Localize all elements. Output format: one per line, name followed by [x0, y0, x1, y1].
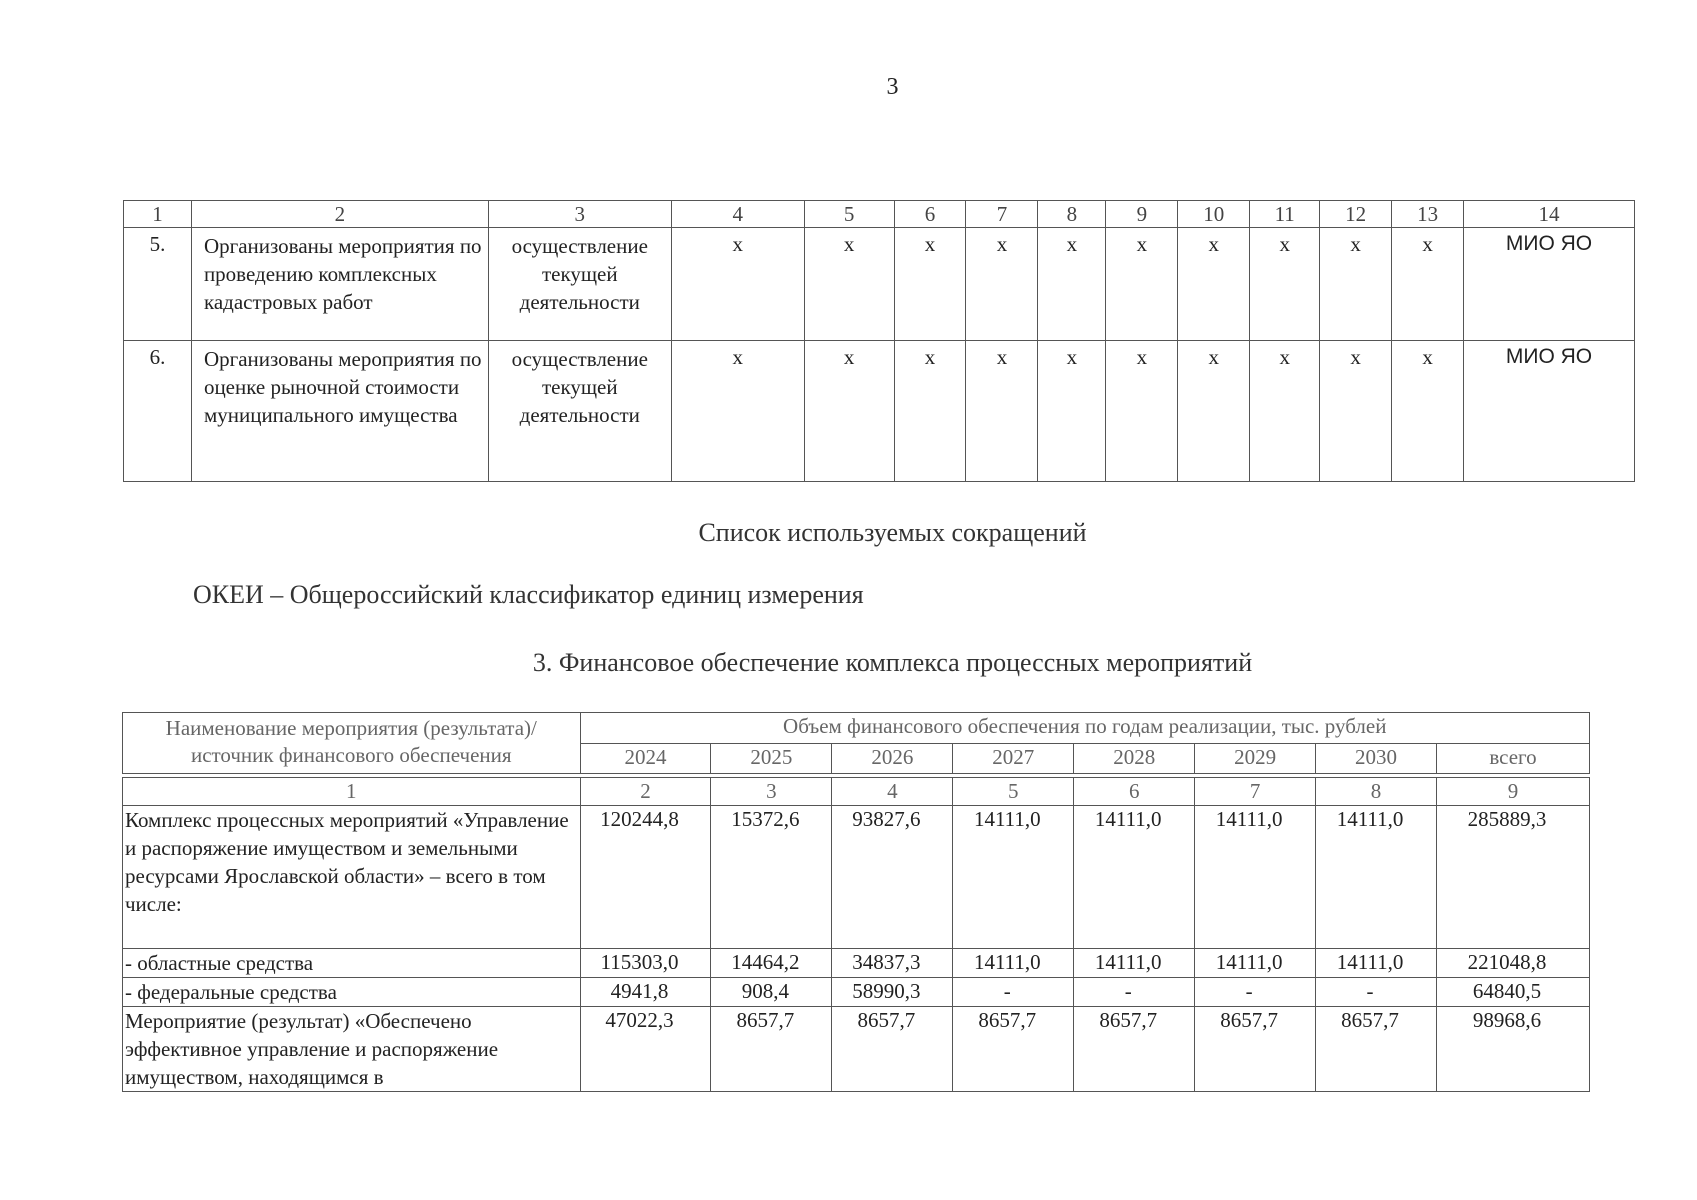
mark-cell: х	[1250, 228, 1320, 341]
col-number-2: 2	[580, 778, 711, 806]
table-row	[123, 949, 1590, 978]
row-number: 5.	[124, 228, 192, 341]
col-numbers-row	[123, 778, 1590, 806]
financing-table	[122, 712, 1590, 1092]
value-cell: 14111,0	[1195, 806, 1316, 949]
col-number-13: 13	[1392, 201, 1464, 228]
mark-cell: х	[1392, 228, 1464, 341]
value-cell: 47022,3	[580, 1007, 711, 1092]
year-header: 2025	[711, 744, 832, 774]
value-cell: 14111,0	[1074, 806, 1195, 949]
value-cell: 14464,2	[711, 949, 832, 978]
mark-cell: х	[1038, 341, 1106, 482]
value-cell: 14111,0	[953, 949, 1074, 978]
col-number-1: 1	[123, 778, 581, 806]
value-cell: 14111,0	[1316, 949, 1437, 978]
mark-cell: х	[671, 228, 804, 341]
value-cell: 221048,8	[1437, 949, 1590, 978]
table-row	[123, 806, 1590, 949]
total-header: всего	[1437, 744, 1590, 774]
value-cell: 58990,3	[832, 978, 953, 1007]
col-number-14: 14	[1464, 201, 1635, 228]
col-number-9: 9	[1106, 201, 1178, 228]
mark-cell: х	[1106, 341, 1178, 482]
volume-header: Объем финансового обеспечения по годам реализации, тыс. рублей	[580, 713, 1589, 744]
value-cell: 120244,8	[580, 806, 711, 949]
table-header-row	[124, 201, 1635, 228]
value-cell: 8657,7	[1074, 1007, 1195, 1092]
value-cell: -	[1316, 978, 1437, 1007]
year-header: 2026	[832, 744, 953, 774]
value-cell: 34837,3	[832, 949, 953, 978]
result-name: Организованы мероприятия по оценке рыночной стоимости муниципального имущества	[191, 341, 488, 482]
mark-cell: х	[894, 341, 966, 482]
mark-cell: х	[1038, 228, 1106, 341]
value-cell: 8657,7	[953, 1007, 1074, 1092]
table-row	[123, 1007, 1590, 1092]
result-basis: осуществление текущей деятельности	[488, 341, 671, 482]
mark-cell: х	[1392, 341, 1464, 482]
abbreviation-okei: ОКЕИ – Общероссийский классификатор единиц измерения	[193, 580, 864, 609]
col-number-7: 7	[1195, 778, 1316, 806]
mark-cell: х	[1178, 341, 1250, 482]
mark-cell: х	[966, 341, 1038, 482]
year-header: 2027	[953, 744, 1074, 774]
result-name: Организованы мероприятия по проведению комплексных кадастровых работ	[191, 228, 488, 341]
value-cell: 14111,0	[1316, 806, 1437, 949]
col-number-6: 6	[1074, 778, 1195, 806]
responsible-cell: МИО ЯО	[1464, 228, 1635, 341]
col-number-3: 3	[488, 201, 671, 228]
page-number: 3	[886, 74, 899, 100]
value-cell: 8657,7	[1195, 1007, 1316, 1092]
col-number-8: 8	[1038, 201, 1106, 228]
col-number-7: 7	[966, 201, 1038, 228]
value-cell: 14111,0	[953, 806, 1074, 949]
value-cell: 93827,6	[832, 806, 953, 949]
table-row	[123, 978, 1590, 1007]
year-header: 2024	[580, 744, 711, 774]
col-number-5: 5	[804, 201, 894, 228]
year-header: 2028	[1074, 744, 1195, 774]
value-cell: 115303,0	[580, 949, 711, 978]
responsible-cell: МИО ЯО	[1464, 341, 1635, 482]
col-number-11: 11	[1250, 201, 1320, 228]
value-cell: 15372,6	[711, 806, 832, 949]
year-header: 2030	[1316, 744, 1437, 774]
row-name: - областные средства	[123, 949, 581, 978]
value-cell: 8657,7	[711, 1007, 832, 1092]
col-number-2: 2	[191, 201, 488, 228]
result-basis: осуществление текущей деятельности	[488, 228, 671, 341]
col-number-1: 1	[124, 201, 192, 228]
value-cell: 908,4	[711, 978, 832, 1007]
value-cell: -	[1074, 978, 1195, 1007]
mark-cell: х	[894, 228, 966, 341]
abbreviations-title: Список используемых сокращений	[698, 518, 1087, 547]
value-cell: 14111,0	[1074, 949, 1195, 978]
col-number-9: 9	[1437, 778, 1590, 806]
mark-cell: х	[1106, 228, 1178, 341]
value-cell: -	[1195, 978, 1316, 1007]
value-cell: 8657,7	[832, 1007, 953, 1092]
value-cell: 285889,3	[1437, 806, 1590, 949]
col-number-12: 12	[1320, 201, 1392, 228]
col-number-3: 3	[711, 778, 832, 806]
results-table	[123, 200, 1635, 482]
mark-cell: х	[1320, 228, 1392, 341]
table-row	[124, 341, 1635, 482]
section-title: 3. Финансовое обеспечение комплекса процессных мероприятий	[532, 648, 1253, 677]
col-number-5: 5	[953, 778, 1074, 806]
col-number-10: 10	[1178, 201, 1250, 228]
value-cell: 98968,6	[1437, 1007, 1590, 1092]
row-name: Комплекс процессных мероприятий «Управление и распоряжение имуществом и земельными ресурсами Ярославской области» – всего в том числе:	[123, 806, 581, 949]
col-number-8: 8	[1316, 778, 1437, 806]
value-cell: 4941,8	[580, 978, 711, 1007]
mark-cell: х	[1178, 228, 1250, 341]
name-header: Наименование мероприятия (результата)/ источник финансового обеспечения	[123, 713, 581, 774]
row-number: 6.	[124, 341, 192, 482]
mark-cell: х	[804, 228, 894, 341]
value-cell: -	[953, 978, 1074, 1007]
value-cell: 14111,0	[1195, 949, 1316, 978]
table-header-row	[123, 713, 1590, 744]
col-number-6: 6	[894, 201, 966, 228]
col-number-4: 4	[832, 778, 953, 806]
mark-cell: х	[1250, 341, 1320, 482]
mark-cell: х	[804, 341, 894, 482]
table-row	[124, 228, 1635, 341]
value-cell: 64840,5	[1437, 978, 1590, 1007]
mark-cell: х	[1320, 341, 1392, 482]
mark-cell: х	[671, 341, 804, 482]
mark-cell: х	[966, 228, 1038, 341]
year-header: 2029	[1195, 744, 1316, 774]
value-cell: 8657,7	[1316, 1007, 1437, 1092]
row-name: - федеральные средства	[123, 978, 581, 1007]
row-name: Мероприятие (результат) «Обеспечено эффективное управление и распоряжение имуществом, находящимся в	[123, 1007, 581, 1092]
col-number-4: 4	[671, 201, 804, 228]
